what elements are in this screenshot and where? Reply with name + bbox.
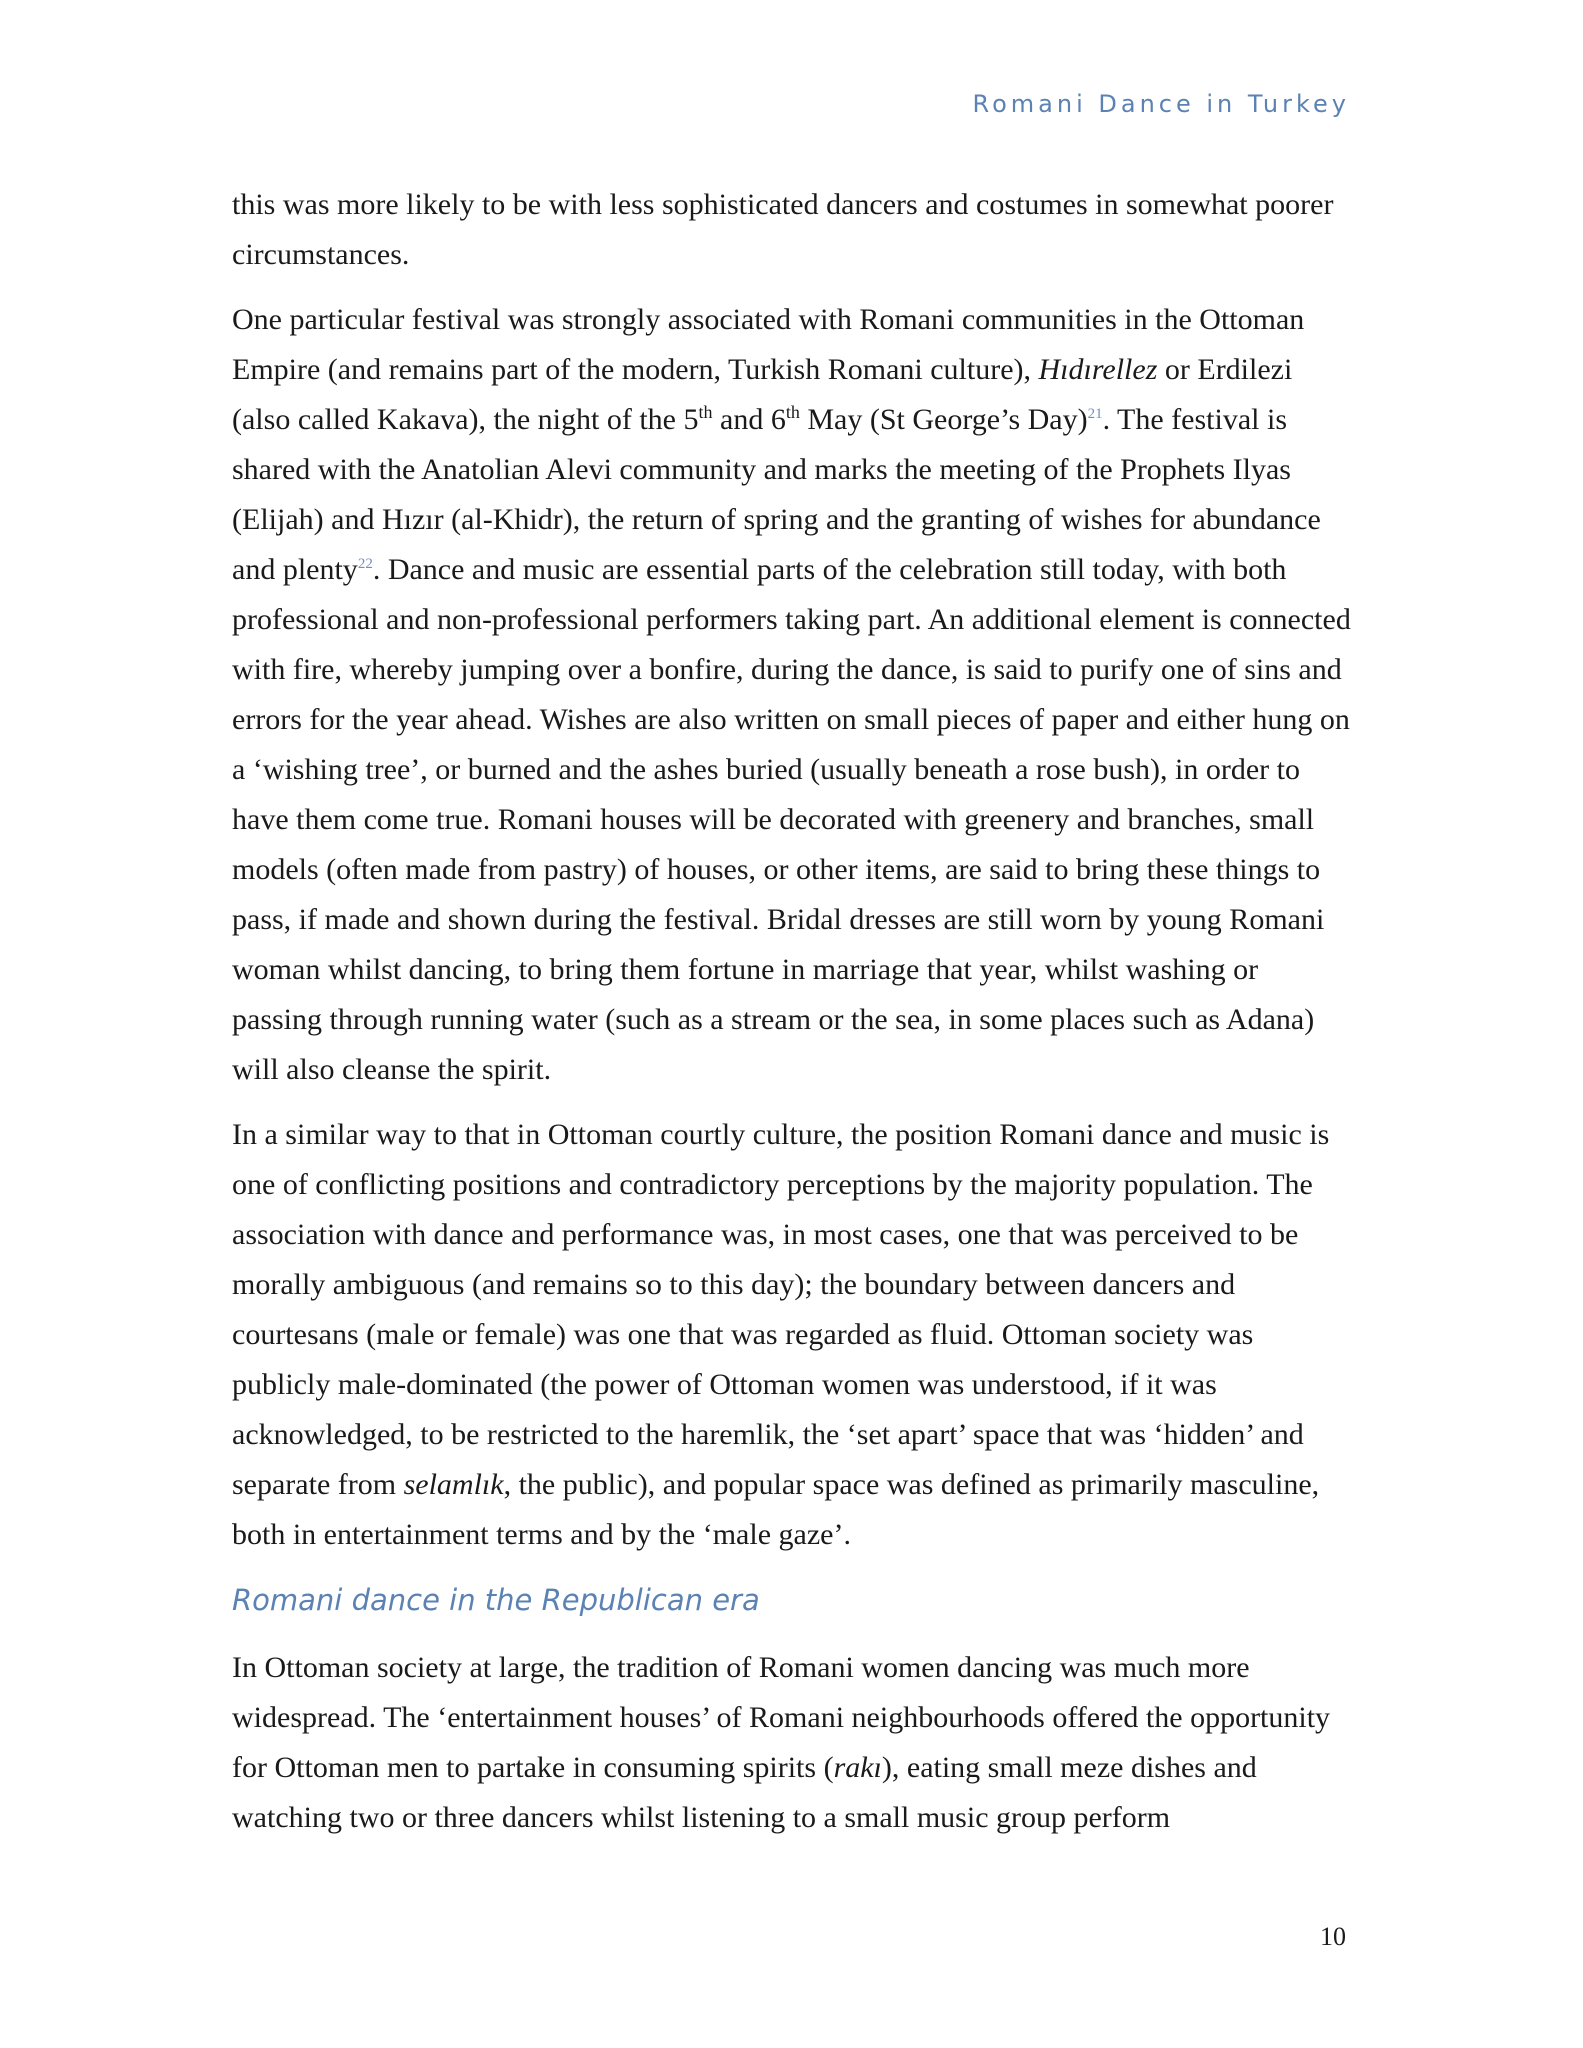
paragraph-hidirellez — [232, 295, 1352, 1095]
paragraph-text: . The festival is shared with the Anatolian Alevi community and marks the meeting of the Prophets Ilyas (Elijah) and Hızır (al-Khidr), the return of spring and the granting of wishes for abundance and plenty — [232, 403, 1321, 586]
paragraph-ottoman-culture — [232, 1110, 1352, 1560]
italic-term: Hıdırellez — [1038, 353, 1158, 386]
section-heading: Romani dance in the Republican era — [232, 1583, 760, 1617]
paragraph-text: , the public), and popular space was defined as primarily masculine, both in entertainment terms and by the ‘male gaze’. — [232, 1468, 1320, 1551]
running-header-title: Romani Dance in Turkey — [972, 90, 1350, 118]
page-number: 10 — [1320, 1922, 1346, 1951]
italic-term: rakı — [833, 1751, 882, 1784]
paragraph-continuation — [232, 180, 1352, 280]
paragraph-text: One particular festival was strongly associated with Romani communities in the Ottoman Empire (and remains part of the modern, Turkish Romani culture), — [232, 303, 1305, 386]
italic-term: selamlık — [403, 1468, 504, 1501]
paragraph-republican-era — [232, 1643, 1352, 1843]
paragraph-text: this was more likely to be with less sophisticated dancers and costumes in somewhat poorer circumstances. — [232, 188, 1334, 271]
paragraph-text: In a similar way to that in Ottoman courtly culture, the position Romani dance and music is one of conflicting positions and contradictory perceptions by the majority population. The association with dance and performance was, in most cases, one that was perceived to be morally ambiguous (and remains so to this day); the boundary between dancers and courtesans (male or female) was one that was regarded as fluid. Ottoman society was publicly male-dominated (the power of Ottoman women was understood, if it was acknowledged, to be restricted to the haremlik, the ‘set apart’ space that was ‘hidden’ and separate from — [232, 1118, 1330, 1501]
ordinal-superscript: th — [698, 402, 713, 422]
footnote-ref-22[interactable]: 22 — [357, 556, 373, 572]
paragraph-text: May (St George’s Day) — [799, 403, 1088, 436]
paragraph-text: or Erdilezi (also called Kakava), the night of the 5 — [232, 353, 1293, 436]
paragraph-text: and 6 — [712, 403, 786, 436]
page-body — [232, 180, 1352, 1858]
paragraph-text: In Ottoman society at large, the tradition of Romani women dancing was much more widespread. The ‘entertainment houses’ of Romani neighbourhoods offered the opportunity for Ottoman men to partake in consuming spirits ( — [232, 1651, 1331, 1784]
paragraph-text: ), eating small meze dishes and watching two or three dancers whilst listening to a small music group perform — [232, 1751, 1257, 1834]
ordinal-superscript: th — [785, 402, 800, 422]
footnote-ref-21[interactable]: 21 — [1087, 406, 1103, 422]
paragraph-text: . Dance and music are essential parts of the celebration still today, with both professional and non-professional performers taking part. An additional element is connected with fire, whereby jumping over a bonfire, during the dance, is said to purify one of sins and errors for the year ahead. Wishes are also written on small pieces of paper and either hung on a ‘wishing tree’, or burned and the ashes buried (usually beneath a rose bush), in order to have them come true. Romani houses will be decorated with greenery and branches, small models (often made from pastry) of houses, or other items, are said to bring these things to pass, if made and shown during the festival. Bridal dresses are still worn by young Romani woman whilst dancing, to bring them fortune in marriage that year, whilst washing or passing through running water (such as a stream or the sea, in some places such as Adana) will also cleanse the spirit. — [232, 553, 1351, 1086]
